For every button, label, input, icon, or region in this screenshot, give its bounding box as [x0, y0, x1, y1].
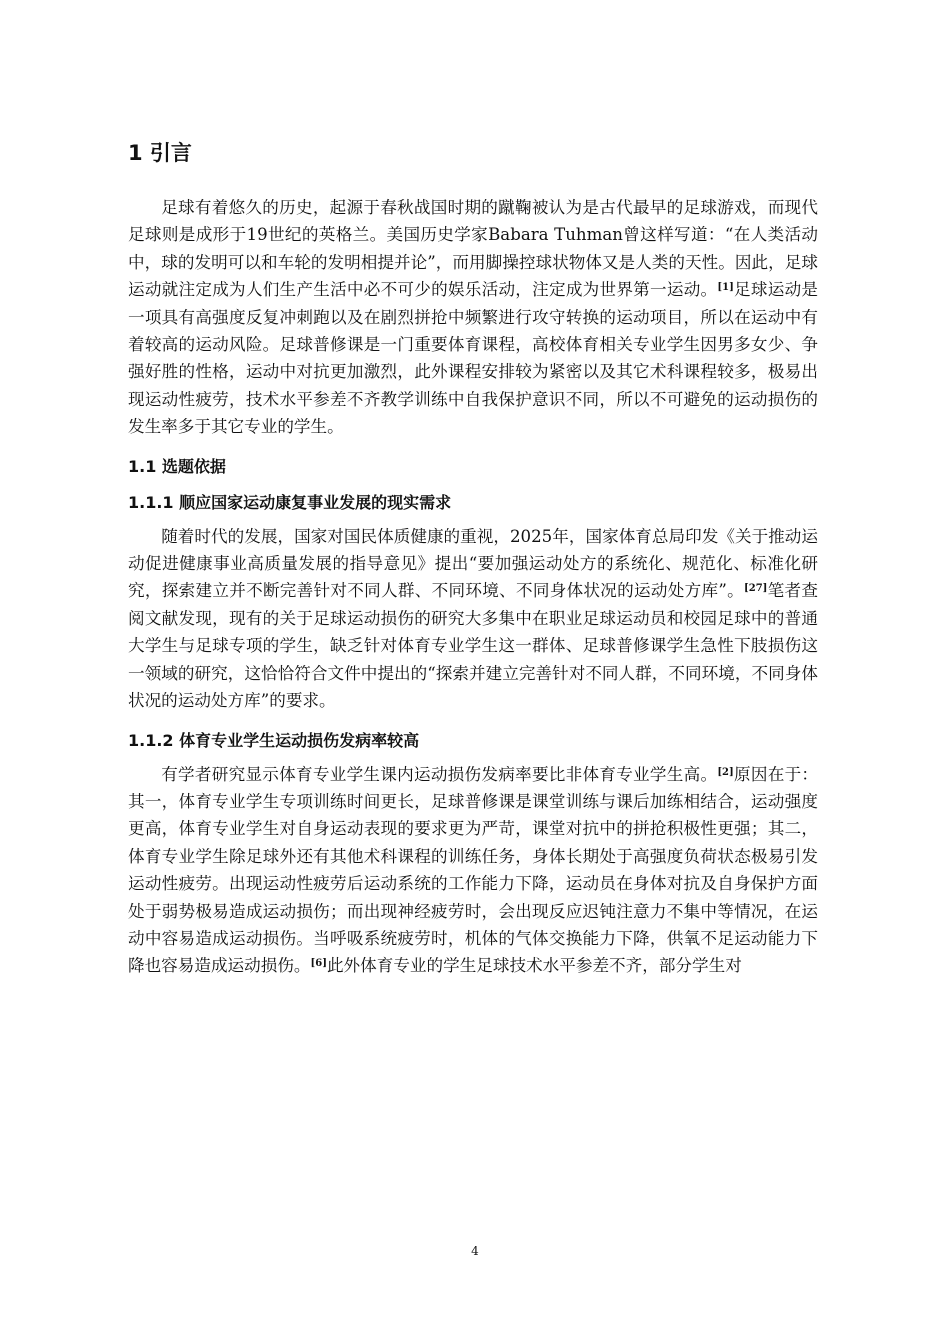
paragraph-1-1-1	[128, 523, 818, 715]
paragraph-1-1-2	[128, 761, 818, 980]
intro-text-1: 足球有着悠久的历史，起源于春秋战国时期的蹴鞠被认为是古代最早的足球游戏，而现代足球则是成形于19世纪的英格兰。美国历史学家Babara Tuhman曾这样写道：“在人类活动中，球的发明可以和车轮的发明相提并论”，而用脚操控球状物体又是人类的天性。因此，足球运动就注定成为人们生产生活中必不可少的娱乐活动，注定成为世界第一运动。	[128, 198, 818, 300]
subsection-heading-1-1: 1.1 选题依据	[128, 456, 226, 476]
subsection-heading-1-1-2: 1.1.2 体育专业学生运动损伤发病率较高	[128, 730, 420, 750]
citation-ref: [2]	[717, 766, 734, 778]
section-heading: 1 引言	[128, 141, 192, 165]
paragraph-text: 此外体育专业的学生足球技术水平参差不齐，部分学生对	[326, 956, 742, 976]
page-body	[128, 138, 818, 992]
intro-paragraph	[128, 194, 818, 441]
paragraph-text: 随着时代的发展，国家对国民体质健康的重视，2025年，国家体育总局印发《关于推动运动促进健康事业高质量发展的指导意见》提出“要加强运动处方的系统化、规范化、标准化研究，探索建立并不断完善针对不同人群、不同环境、不同身体状况的运动处方库”。	[128, 526, 818, 601]
paragraph-text: 有学者研究显示体育专业学生课内运动损伤发病率要比非体育专业学生高。	[161, 764, 718, 784]
paragraph-text: 笔者查阅文献发现，现有的关于足球运动损伤的研究大多集中在职业足球运动员和校园足球中的普通大学生与足球专项的学生，缺乏针对体育专业学生这一群体、足球普修课学生急性下肢损伤这一领域的研究，这恰恰符合文件中提出的“探索并建立完善针对不同人群，不同环境，不同身体状况的运动处方库”的要求。	[128, 581, 819, 711]
citation-ref: [6]	[310, 958, 327, 970]
paragraph-text: 原因在于：其一，体育专业学生专项训练时间更长，足球普修课是课堂训练与课后加练相结合，运动强度更高，体育专业学生对自身运动表现的要求更为严苛，课堂对抗中的拼抢积极性更强；其二，体育专业学生除足球外还有其他术科课程的训练任务，身体长期处于高强度负荷状态极易引发运动性疲劳。出现运动性疲劳后运动系统的工作能力下降，运动员在身体对抗及自身保护方面处于弱势极易造成运动损伤；而出现神经疲劳时，会出现反应迟钝注意力不集中等情况，在运动中容易造成运动损伤。当呼吸系统疲劳时，机体的气体交换能力下降，供氧不足运动能力下降也容易造成运动损伤。	[128, 764, 819, 976]
intro-text-2: 足球运动是一项具有高强度反复冲刺跑以及在剧烈拼抢中频繁进行攻守转换的运动项目，所以在运动中有着较高的运动风险。足球普修课是一门重要体育课程，高校体育相关专业学生因男多女少、争强好胜的性格，运动中对抗更加激烈，此外课程安排较为紧密以及其它术科课程较多，极易出现运动性疲劳，技术水平参差不齐教学训练中自我保护意识不同，所以不可避免的运动损伤的发生率多于其它专业的学生。	[128, 280, 819, 437]
citation-ref: [1]	[717, 282, 734, 294]
page-number: 4	[471, 1244, 479, 1258]
citation-ref: [27]	[744, 583, 768, 595]
subsection-heading-1-1-1: 1.1.1 顺应国家运动康复事业发展的现实需求	[128, 492, 452, 512]
